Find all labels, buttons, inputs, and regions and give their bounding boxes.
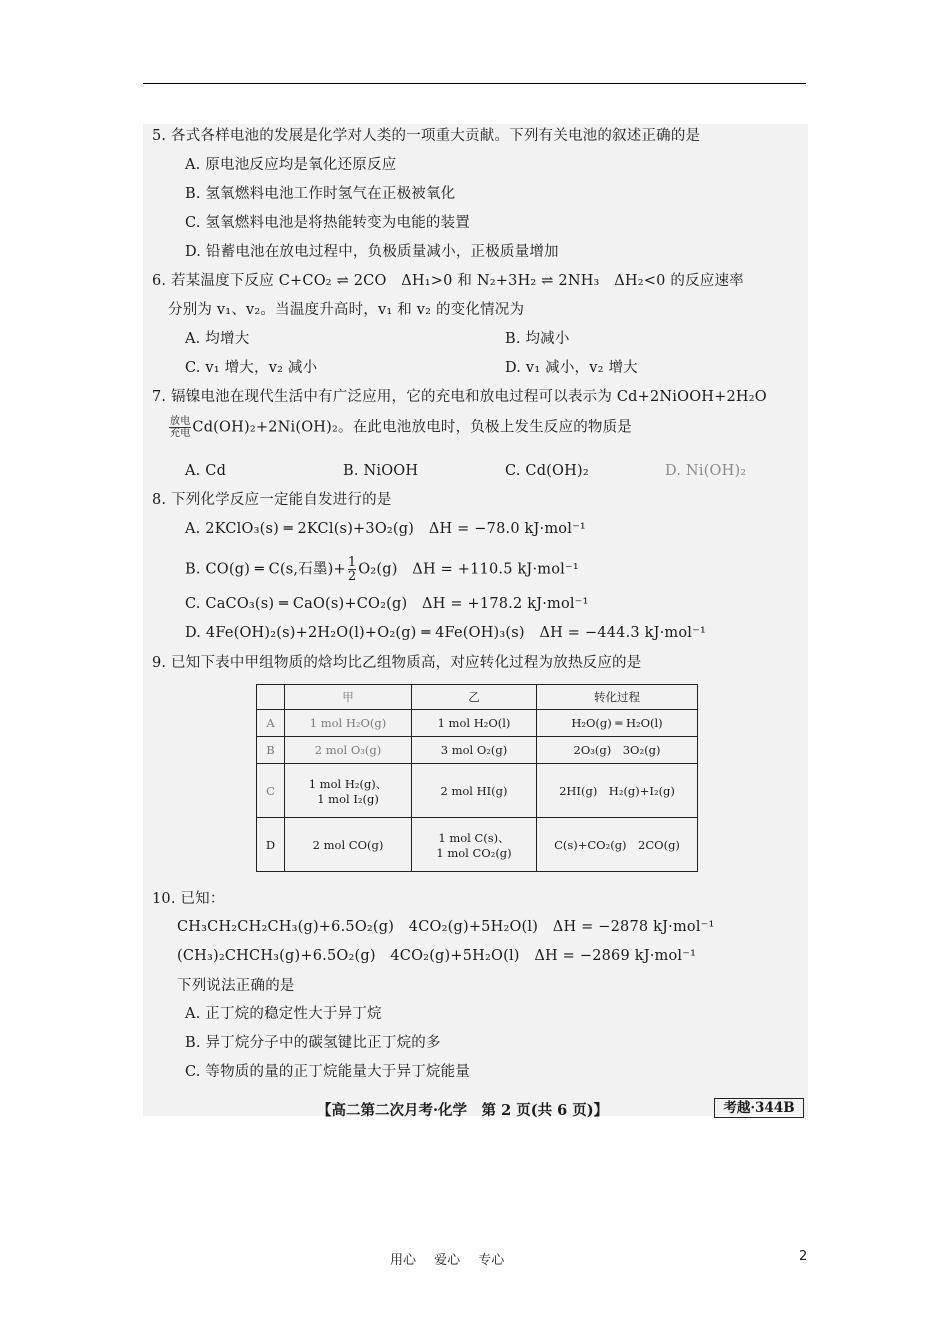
cell-yi-line2: 1 mol CO₂(g) xyxy=(436,845,512,860)
q6-option-d: D. v₁ 减小，v₂ 增大 xyxy=(505,360,638,376)
q10-ask: 下列说法正确的是 xyxy=(177,978,295,994)
q10-option-a: A. 正丁烷的稳定性大于异丁烷 xyxy=(185,1006,382,1022)
q8-stem: 8. 下列化学反应一定能自发进行的是 xyxy=(152,492,392,508)
q5-option-c: C. 氢氧燃料电池是将热能转变为电能的装置 xyxy=(185,215,470,231)
cell-jia xyxy=(285,764,412,818)
fraction-denominator: 2 xyxy=(347,569,357,584)
cell-jia-line1: 1 mol H₂(g)、 xyxy=(308,776,388,791)
header-yi: 乙 xyxy=(412,685,537,710)
q6-option-a: A. 均增大 xyxy=(185,331,250,347)
q7-stem-line1: 7. 镉镍电池在现代生活中有广泛应用，它的充电和放电过程可以表示为 Cd+2NiOOH+2H₂O xyxy=(152,389,767,405)
table-row xyxy=(257,764,698,818)
q9-table xyxy=(256,684,698,872)
q10-option-c: C. 等物质的量的正丁烷能量大于异丁烷能量 xyxy=(185,1064,470,1080)
row-label: B xyxy=(257,737,285,764)
q8-option-b xyxy=(185,556,579,583)
cell-yi: 2 mol HI(g) xyxy=(412,764,537,818)
q5-option-b: B. 氢氧燃料电池工作时氢气在正极被氧化 xyxy=(185,186,456,202)
q9-stem: 9. 已知下表中甲组物质的焓均比乙组物质高，对应转化过程为放热反应的是 xyxy=(152,655,642,671)
cell-jia: 2 mol CO(g) xyxy=(285,818,412,872)
q6-stem-line2: 分别为 v₁、v₂。当温度升高时，v₁ 和 v₂ 的变化情况为 xyxy=(168,302,525,318)
arrow-label-top: 放电 xyxy=(170,416,191,427)
page-number: 2 xyxy=(799,1249,808,1264)
q7-option-a: A. Cd xyxy=(185,463,227,479)
cell-process: H₂O(g) ═ H₂O(l) xyxy=(537,710,698,737)
q7-stem-line2 xyxy=(168,416,632,439)
q10-equation-1: CH₃CH₂CH₂CH₃(g)+6.5O₂(g) 4CO₂(g)+5H₂O(l) ΔH = −2878 kJ·mol⁻¹ xyxy=(177,919,715,935)
charge-discharge-arrow xyxy=(169,416,191,439)
q10-option-b: B. 异丁烷分子中的碳氢键比正丁烷的多 xyxy=(185,1035,441,1051)
q8-option-c: C. CaCO₃(s) ═ CaO(s)+CO₂(g) ΔH = +178.2 kJ·mol⁻¹ xyxy=(185,596,589,612)
q10-equation-2: (CH₃)₂CHCH₃(g)+6.5O₂(g) 4CO₂(g)+5H₂O(l) ΔH = −2869 kJ·mol⁻¹ xyxy=(177,948,697,964)
q8-option-a: A. 2KClO₃(s) ═ 2KCl(s)+3O₂(g) ΔH = −78.0 kJ·mol⁻¹ xyxy=(185,521,586,537)
cell-yi-line1: 1 mol C(s)、 xyxy=(438,830,510,845)
header-jia: 甲 xyxy=(285,685,412,710)
q6-option-c: C. v₁ 增大，v₂ 减小 xyxy=(185,360,318,376)
q10-stem: 10. 已知： xyxy=(152,891,225,907)
cell-process: C(s)+CO₂(g) 2CO(g) xyxy=(537,818,698,872)
table-row xyxy=(257,818,698,872)
row-label: A xyxy=(257,710,285,737)
q7-option-b: B. NiOOH xyxy=(343,463,419,479)
header-rule xyxy=(143,83,806,84)
q5-stem: 5. 各式各样电池的发展是化学对人类的一项重大贡献。下列有关电池的叙述正确的是 xyxy=(152,128,701,144)
cell-jia-line2: 1 mol I₂(g) xyxy=(317,791,379,806)
q7-option-d: D. Ni(OH)₂ xyxy=(665,463,747,479)
exam-code-box: 考越·344B xyxy=(714,1098,804,1118)
q5-option-d: D. 铅蓄电池在放电过程中，负极质量减小，正极质量增加 xyxy=(185,244,559,260)
exam-footer-title: 【高二第二次月考·化学 第 2 页(共 6 页)】 xyxy=(317,1102,609,1119)
cell-jia: 2 mol O₃(g) xyxy=(285,737,412,764)
table-row xyxy=(257,737,698,764)
q8-option-b-start: B. CO(g) ═ C(s,石墨)+ xyxy=(185,561,346,578)
q6-stem-line1: 6. 若某温度下反应 C+CO₂ ⇌ 2CO ΔH₁>0 和 N₂+3H₂ ⇌ 2NH₃ ΔH₂<0 的反应速率 xyxy=(152,273,744,289)
row-label: C xyxy=(257,764,285,818)
fraction-one-half xyxy=(348,556,356,583)
table-row xyxy=(257,710,698,737)
cell-process: 2O₃(g) 3O₂(g) xyxy=(537,737,698,764)
row-label: D xyxy=(257,818,285,872)
q7-option-c: C. Cd(OH)₂ xyxy=(505,463,589,479)
cell-yi: 1 mol H₂O(l) xyxy=(412,710,537,737)
q8-option-b-end: O₂(g) ΔH = +110.5 kJ·mol⁻¹ xyxy=(358,561,579,578)
table-header-row xyxy=(257,685,698,710)
q6-option-b: B. 均减小 xyxy=(505,331,570,347)
arrow-label-bottom: 充电 xyxy=(170,428,191,439)
cell-jia: 1 mol H₂O(g) xyxy=(285,710,412,737)
q8-option-d: D. 4Fe(OH)₂(s)+2H₂O(l)+O₂(g) ═ 4Fe(OH)₃(s) ΔH = −444.3 kJ·mol⁻¹ xyxy=(185,625,707,641)
header-blank xyxy=(257,685,285,710)
cell-process: 2HI(g) H₂(g)+I₂(g) xyxy=(537,764,698,818)
cell-yi: 3 mol O₂(g) xyxy=(412,737,537,764)
cell-yi xyxy=(412,818,537,872)
q7-stem-products: Cd(OH)₂+2Ni(OH)₂。在此电池放电时，负极上发生反应的物质是 xyxy=(192,419,632,436)
q5-option-a: A. 原电池反应均是氧化还原反应 xyxy=(185,157,397,173)
header-process: 转化过程 xyxy=(537,685,698,710)
page-footer-motto: 用心 爱心 专心 xyxy=(390,1253,505,1268)
fraction-numerator: 1 xyxy=(347,555,357,570)
